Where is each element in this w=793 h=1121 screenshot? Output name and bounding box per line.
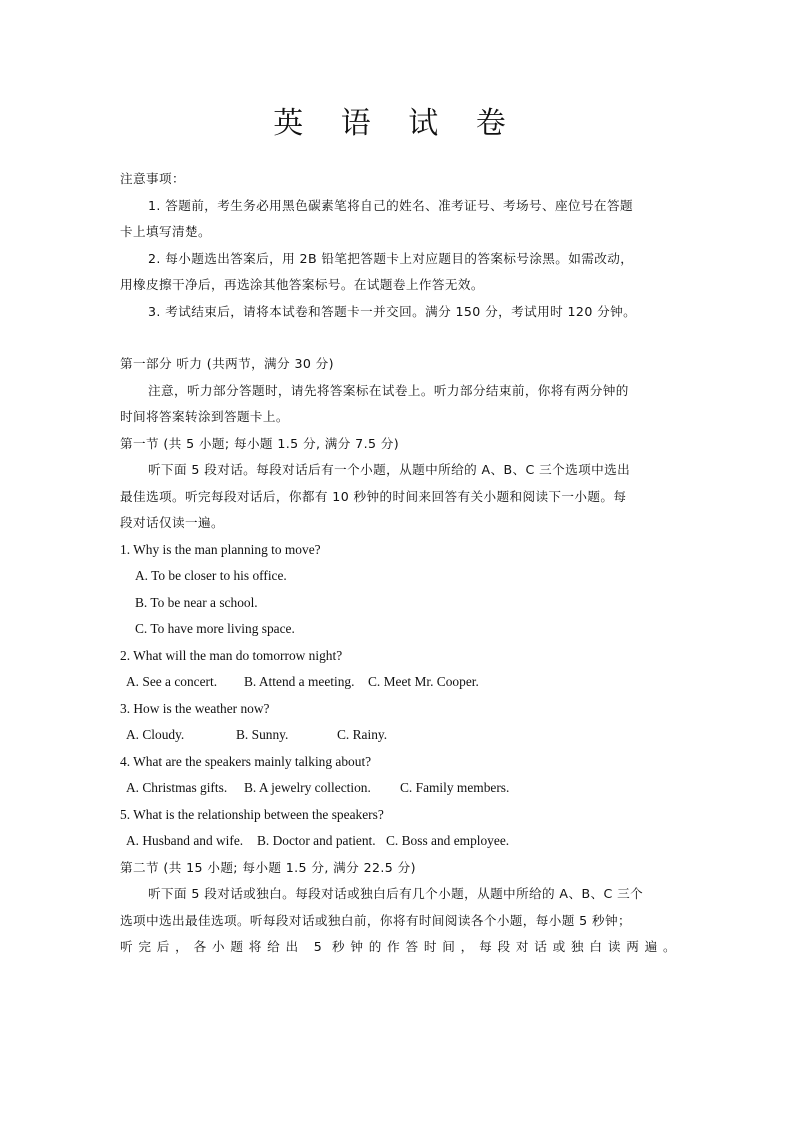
section2-instructions: 听下面 5 段对话或独白。每段对话或独白后有几个小题，从题中所给的 A、B、C 三个 (148, 886, 644, 901)
question-option: C. Boss and employee. (386, 833, 510, 848)
spacer (120, 325, 676, 351)
question-options-row (120, 722, 676, 749)
question-option: A. Husband and wife. (126, 833, 244, 848)
notice-item-2-cont: 用橡皮擦干净后，再选涂其他答案标号。在试题卷上作答无效。 (120, 277, 484, 292)
question-stem: 4. What are the speakers mainly talking about? (120, 753, 372, 769)
question-option: A. Christmas gifts. (126, 780, 228, 795)
question-stem: 3. How is the weather now? (120, 700, 270, 716)
section1-heading: 第一节 (共 5 小题; 每小题 1.5 分, 满分 7.5 分) (120, 435, 400, 451)
part1-note-cont: 时间将答案转涂到答题卡上。 (120, 409, 289, 424)
question-stem: 2. What will the man do tomorrow night? (120, 647, 343, 663)
question-option: B. Sunny. (236, 727, 289, 742)
section2-heading: 第二节 (共 15 小题; 每小题 1.5 分, 满分 22.5 分) (120, 859, 416, 875)
notice-item-1-cont: 卡上填写清楚。 (120, 224, 211, 239)
section1-instructions-end: 段对话仅读一遍。 (120, 515, 224, 530)
question-option: A. To be closer to his office. (135, 568, 287, 583)
question-options-row (120, 828, 676, 855)
question-option: B. A jewelry collection. (244, 780, 371, 795)
question-option: C. Family members. (400, 780, 510, 795)
notice-item-3: 3. 考试结束后，请将本试卷和答题卡一并交回。满分 150 分，考试用时 120 分钟。 (148, 303, 637, 319)
question-option: A. Cloudy. (126, 727, 185, 742)
question-option: B. To be near a school. (135, 594, 258, 610)
question-options-row (120, 775, 676, 802)
notice-item-2: 2. 每小题选出答案后，用 2B 铅笔把答题卡上对应题目的答案标号涂黑。如需改动， (148, 250, 634, 266)
question-option: C. To have more living space. (135, 621, 295, 636)
section2-instructions-end: 听完后，各小题将给出 5 秒钟的作答时间，每段对话或独白读两遍。 (120, 939, 676, 954)
question-option: B. Attend a meeting. (244, 674, 355, 689)
section1-instructions: 听下面 5 段对话。每段对话后有一个小题，从题中所给的 A、B、C 三个选项中选出 (148, 462, 631, 477)
question-option: A. See a concert. (126, 674, 218, 689)
notice-item-1: 1. 答题前，考生务必用黑色碳素笔将自己的姓名、准考证号、考场号、座位号在答题 (148, 197, 633, 213)
question-stem: 1. Why is the man planning to move? (120, 541, 321, 557)
section1-instructions-cont: 最佳选项。听完每段对话后，你都有 10 秒钟的时间来回答有关小题和阅读下一小题。每 (120, 488, 627, 504)
question-option: C. Rainy. (337, 727, 388, 742)
question-stem: 5. What is the relationship between the speakers? (120, 806, 384, 822)
question-options-row (120, 669, 676, 696)
part1-heading: 第一部分 听力 (共两节，满分 30 分) (120, 356, 334, 371)
part1-note: 注意，听力部分答题时，请先将答案标在试卷上。听力部分结束前，你将有两分钟的 (148, 382, 629, 398)
exam-content (120, 166, 676, 961)
question-option: C. Meet Mr. Cooper. (368, 674, 479, 689)
question-option: B. Doctor and patient. (257, 833, 376, 848)
page-title: 英 语 试 卷 (273, 106, 520, 141)
notice-heading: 注意事项： (120, 171, 185, 186)
section2-instructions-cont: 选项中选出最佳选项。听每段对话或独白前，你将有时间阅读各个小题，每小题 5 秒钟； (120, 912, 631, 928)
